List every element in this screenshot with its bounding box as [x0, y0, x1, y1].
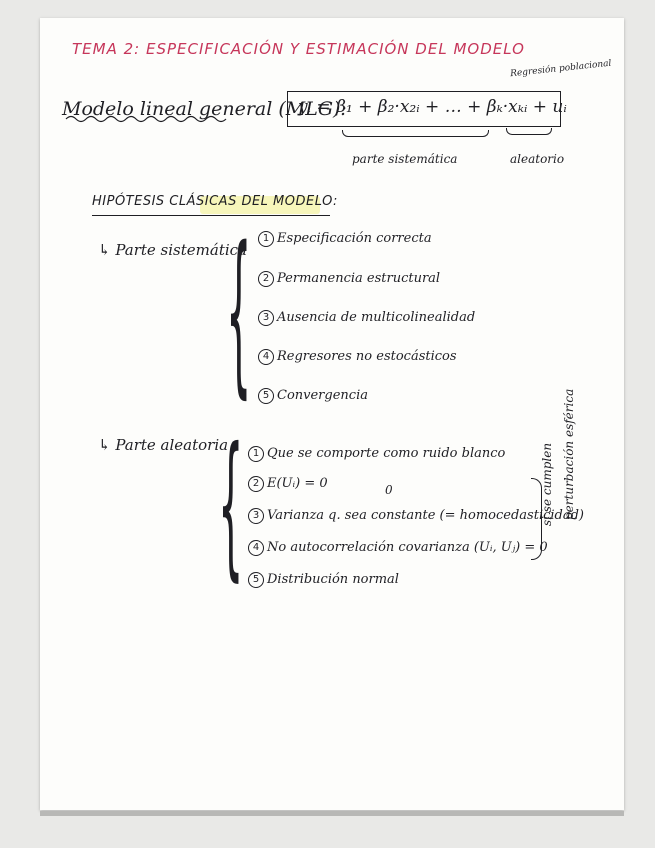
side-note-fulfilled: si se cumplen	[540, 442, 554, 526]
model-formula: yᵢ = β₁ + β₂·x₂ᵢ + … + βₖ·xₖᵢ + uᵢ	[298, 97, 567, 117]
random-item: 3 Varianza q. sea constante (= homocedasticidad)	[248, 508, 584, 524]
systematic-brace	[342, 130, 489, 137]
random-brace	[506, 128, 552, 135]
heading-underline	[92, 215, 330, 216]
random-section-label: ↳ Parte aleatoria	[98, 436, 229, 454]
hypotheses-heading: HIPÓTESIS CLÁSICAS DEL MODELO:	[92, 194, 338, 209]
notebook-page	[40, 18, 624, 810]
systematic-item: 5 Convergencia	[258, 388, 368, 404]
systematic-item: 4 Regresores no estocásticos	[258, 349, 457, 365]
systematic-part-label: parte sistemática	[352, 152, 458, 166]
page-title: TEMA 2: ESPECIFICACIÓN Y ESTIMACIÓN DEL MODELO	[72, 40, 525, 58]
model-label: Modelo lineal general (MLG):	[62, 98, 347, 120]
underline-squiggle	[64, 114, 234, 124]
systematic-item: 3 Ausencia de multicolinealidad	[258, 310, 475, 326]
regression-note: Regresión poblacional	[509, 58, 612, 80]
zero-superscript: 0	[385, 483, 393, 497]
systematic-item: 1 Especificación correcta	[258, 231, 432, 247]
systematic-curly-brace: {	[226, 214, 252, 417]
random-item: 5 Distribución normal	[248, 572, 399, 588]
side-note-spherical: perturbación esférica	[562, 388, 576, 520]
random-curly-brace: {	[218, 418, 244, 598]
random-item: 2 E(Uᵢ) = 0	[248, 476, 328, 492]
systematic-item: 2 Permanencia estructural	[258, 271, 440, 287]
random-item: 4 No autocorrelación covarianza (Uᵢ, Uⱼ) = 0	[248, 540, 548, 556]
random-item: 1 Que se comporte como ruido blanco	[248, 446, 505, 462]
random-part-label: aleatorio	[510, 152, 565, 166]
systematic-section-label: ↳ Parte sistemática	[98, 241, 247, 259]
